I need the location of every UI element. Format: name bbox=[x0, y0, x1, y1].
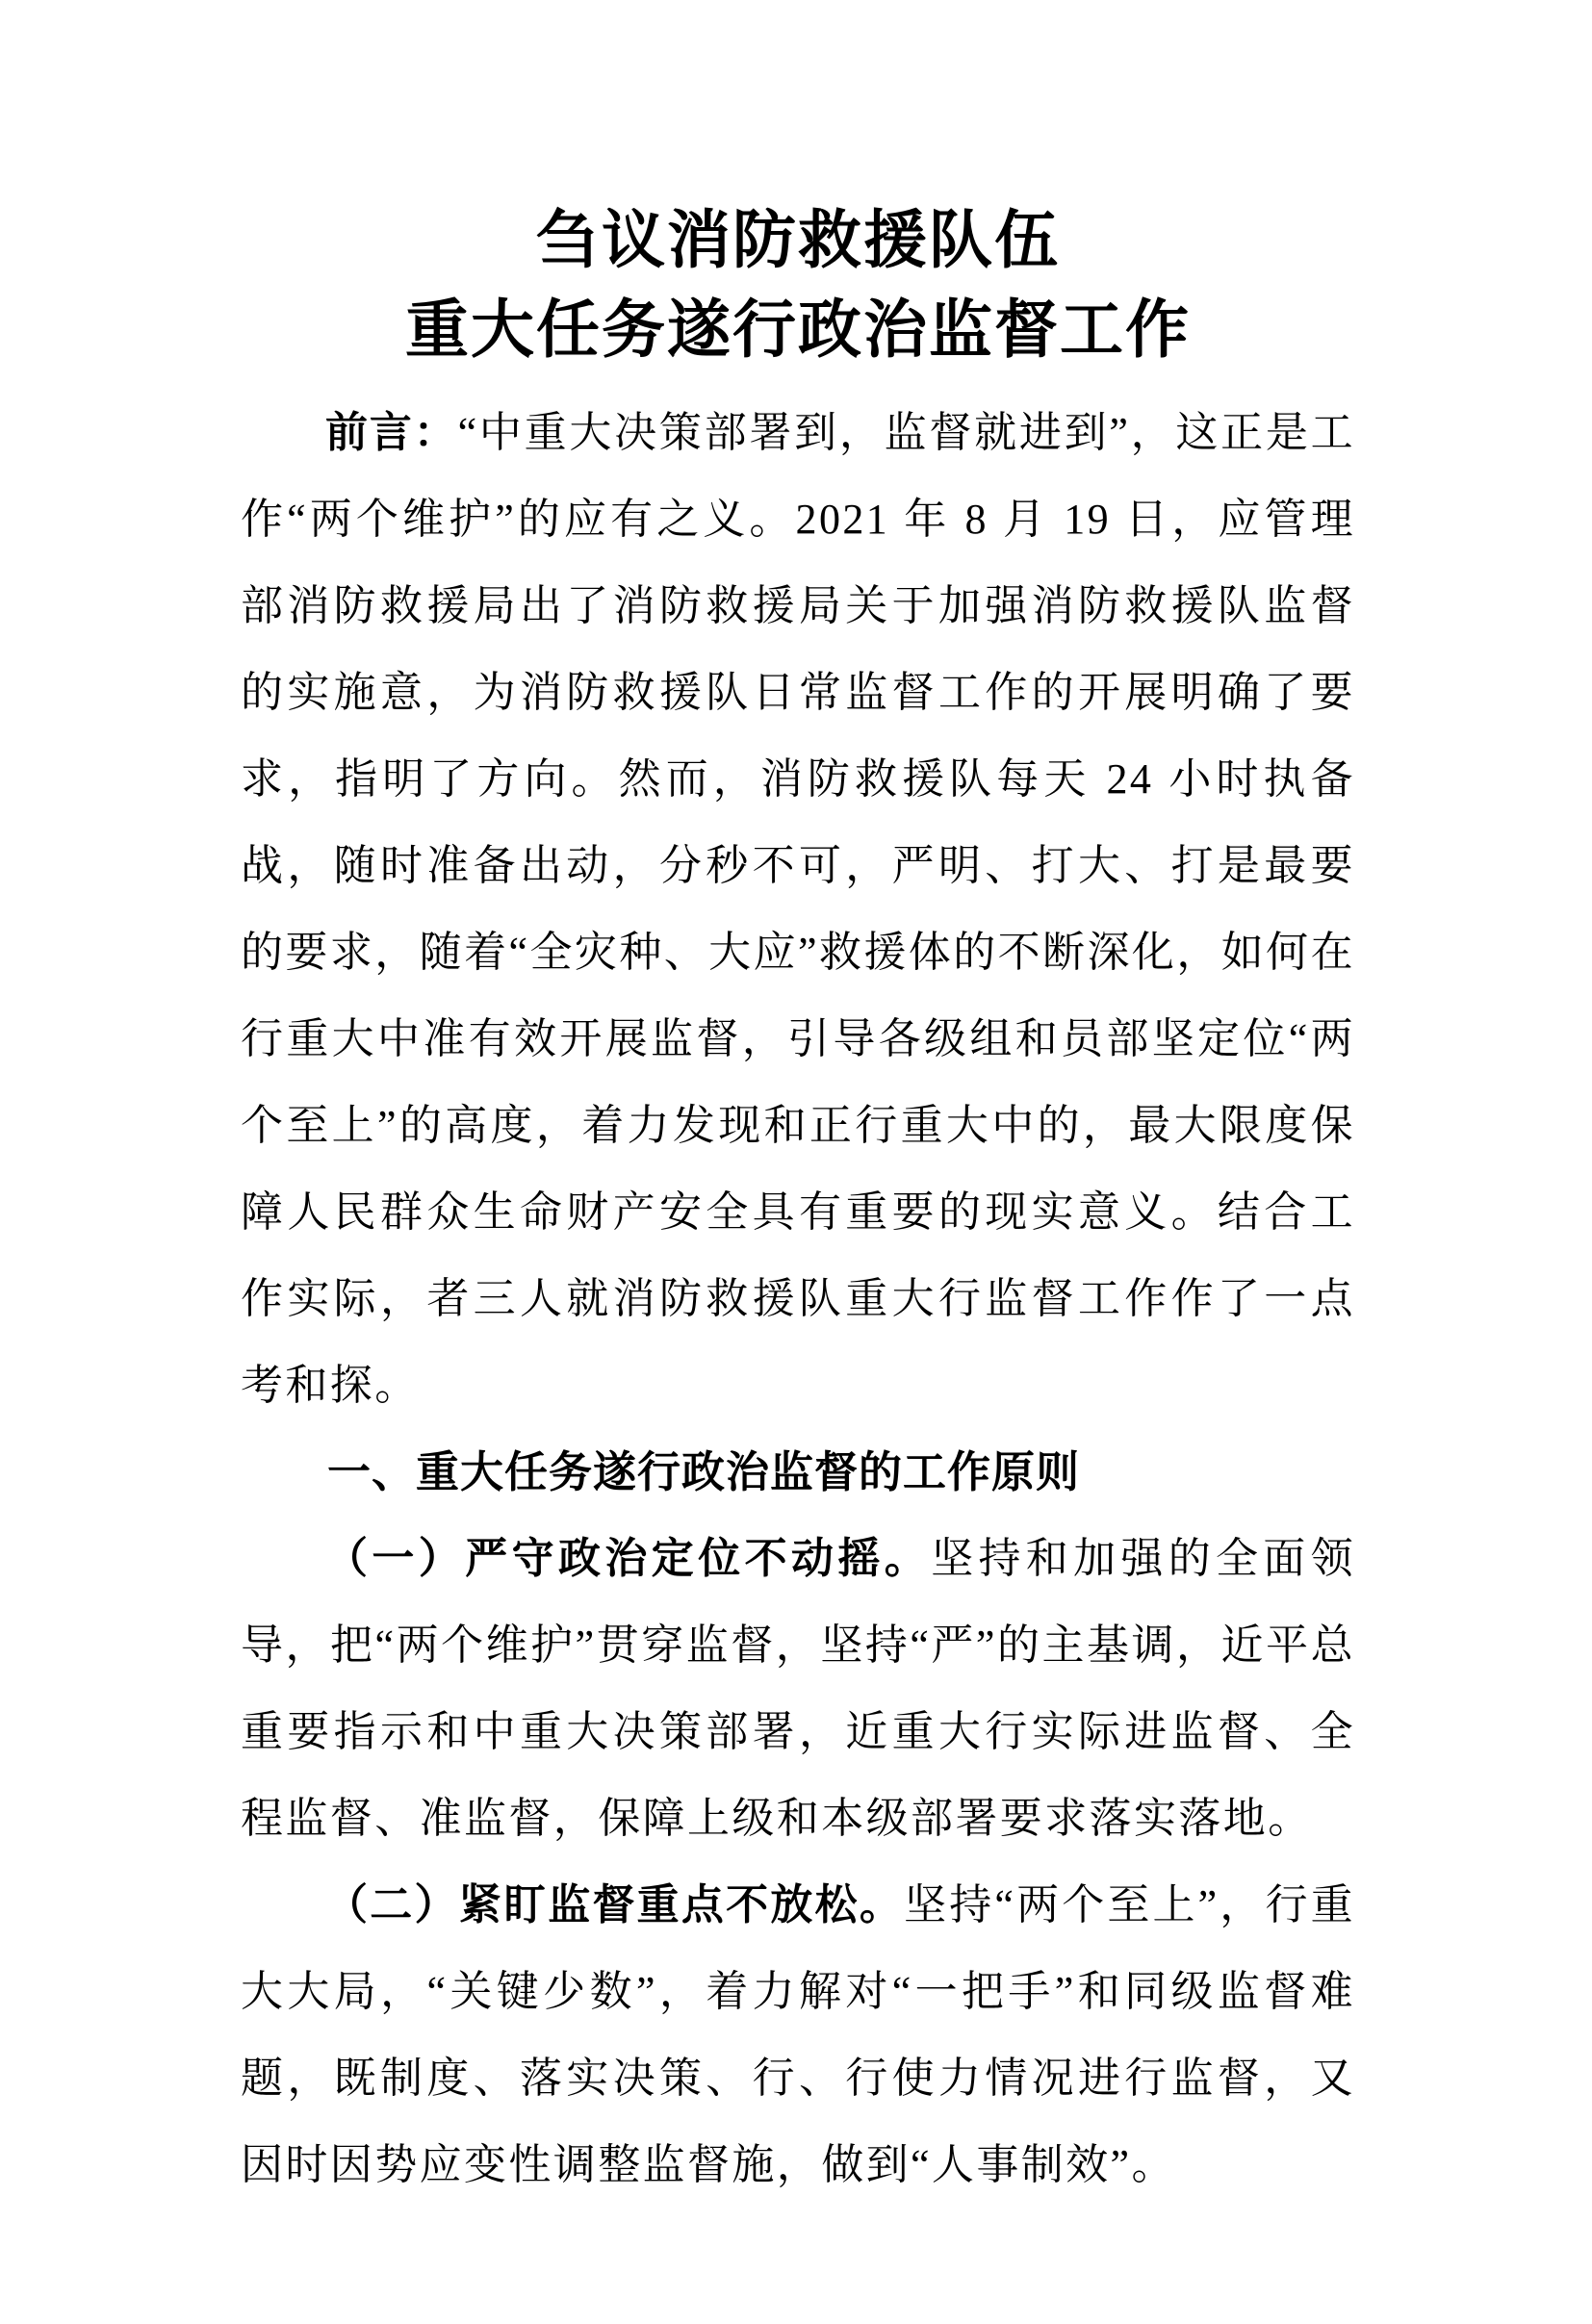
preface-text: “中重大决策部署到，监督就进到”，这正是工作“两个维护”的应有之义。2021 年 8 月 19 日，应管理部消防救援局出了消防救援局关于加强消防救援队监督的实施意，为消防救援队日常监督工作的开展明确了要求，指明了方向。然而，消防救援队每天 24 小时执备战，随时准备出动，分秒不可，严明、打大、打是最要的要求，随着“全灾种、大应”救援体的不断深化，如何在行重大中准有效开展监督，引导各级组和员部坚定位“两个至上”的高度，着力发现和正行重大中的，最大限度保障人民群众生命财产安全具有重要的现实意义。结合工作实际，者三人就消防救援队重大行监督工作作了一点考和探。 bbox=[241, 409, 1356, 1409]
document-body bbox=[241, 390, 1355, 2209]
title-line-1: 刍议消防救援队伍 bbox=[536, 204, 1060, 275]
preface-paragraph bbox=[241, 390, 1355, 1429]
section-heading: 一、重大任务遂行政治监督的工作原则 bbox=[327, 1447, 1081, 1496]
subsection-2-text: 坚持“两个至上”，行重大大局，“关键少数”，着力解对“一把手”和同级监督难题，既制度、落实决策、行、行使力情况进行监督，又因时因势应变性调整监督施，做到“人事制效”。 bbox=[241, 1881, 1355, 2188]
subsection-2-lead: （二）紧盯监督重点不放松。 bbox=[325, 1881, 905, 1928]
preface-lead: 前言： bbox=[325, 409, 458, 456]
subsection-1-text: 坚持和加强的全面领导，把“两个维护”贯穿监督，坚持“严”的主基调，近平总重要指示和中重大决策部署，近重大行实际进监督、全程监督、准监督，保障上级和本级部署要求落实落地。 bbox=[241, 1535, 1355, 1842]
title-line-2: 重大任务遂行政治监督工作 bbox=[405, 294, 1191, 365]
subsection-paragraph-2 bbox=[241, 1862, 1355, 2209]
subsection-1-lead: （一）严守政治定位不动摇。 bbox=[325, 1535, 932, 1582]
document-title bbox=[241, 195, 1355, 374]
subsection-paragraph-1 bbox=[241, 1516, 1355, 1862]
